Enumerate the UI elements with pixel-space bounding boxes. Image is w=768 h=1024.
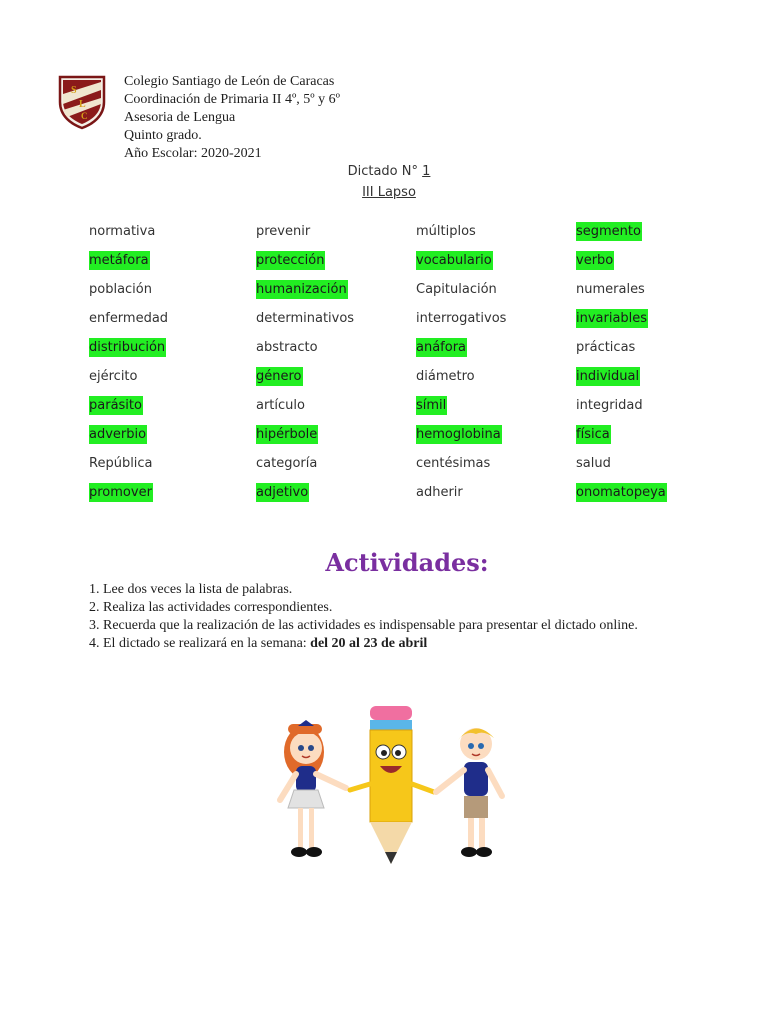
dictado-number: 1 xyxy=(422,164,431,179)
school-crest-logo xyxy=(57,74,107,130)
word-item: onomatopeya xyxy=(576,485,666,500)
activity-item: 2. Realiza las actividades correspondientes. xyxy=(89,600,333,615)
word-item: interrogativos xyxy=(416,311,507,326)
activity-date-range: del 20 al 23 de abril xyxy=(310,636,428,651)
lapso-title xyxy=(0,185,768,200)
word-item: integridad xyxy=(576,398,643,413)
advisory-line: Asesoria de Lengua xyxy=(124,110,236,125)
grade-line: Quinto grado. xyxy=(124,128,202,143)
word-item: protección xyxy=(256,253,325,268)
crest-letter-s: S xyxy=(71,85,77,96)
word-item: anáfora xyxy=(416,340,467,355)
word-item: invariables xyxy=(576,311,648,326)
word-item: artículo xyxy=(256,398,305,413)
word-item: centésimas xyxy=(416,456,491,471)
dictado-title xyxy=(0,164,768,179)
word-item: parásito xyxy=(89,398,142,413)
word-item: metáfora xyxy=(89,253,149,268)
school-name: Colegio Santiago de León de Caracas xyxy=(124,74,335,89)
word-item: promover xyxy=(89,485,152,500)
word-item: República xyxy=(89,456,153,471)
crest-letter-l: L xyxy=(79,99,86,110)
activities-title: Actividades: xyxy=(325,548,489,577)
school-year-line: Año Escolar: 2020-2021 xyxy=(124,146,262,161)
word-item: hipérbole xyxy=(256,427,318,442)
word-item: distribución xyxy=(89,340,166,355)
word-item: enfermedad xyxy=(89,311,169,326)
word-item: segmento xyxy=(576,224,641,239)
activity-date-prefix: 4. El dictado se realizará en la semana: xyxy=(89,636,311,651)
school-header xyxy=(124,73,340,163)
word-item: Capitulación xyxy=(416,282,497,297)
word-item: población xyxy=(89,282,152,297)
kids-pencil-illustration xyxy=(270,700,510,870)
word-item: determinativos xyxy=(256,311,355,326)
boy-figure xyxy=(436,728,502,857)
word-item: numerales xyxy=(576,282,645,297)
word-item: adjetivo xyxy=(256,485,309,500)
word-item: categoría xyxy=(256,456,318,471)
word-item: hemoglobina xyxy=(416,427,501,442)
word-item: género xyxy=(256,369,302,384)
word-item: adherir xyxy=(416,485,463,500)
word-item: normativa xyxy=(89,224,156,239)
word-item: prevenir xyxy=(256,224,311,239)
girl-figure xyxy=(280,720,346,857)
pencil-character xyxy=(350,706,434,864)
coordination-line: Coordinación de Primaria II 4º, 5º y 6º xyxy=(124,92,340,107)
word-item: vocabulario xyxy=(416,253,492,268)
word-item: salud xyxy=(576,456,611,471)
word-item: diámetro xyxy=(416,369,475,384)
lapso-label: III Lapso xyxy=(362,185,416,200)
word-item: símil xyxy=(416,398,447,413)
dictado-label: Dictado N° xyxy=(347,164,418,179)
activities-list xyxy=(89,581,638,653)
word-item: abstracto xyxy=(256,340,318,355)
word-item: humanización xyxy=(256,282,347,297)
word-item: múltiplos xyxy=(416,224,476,239)
word-item: prácticas xyxy=(576,340,636,355)
word-item: individual xyxy=(576,369,640,384)
crest-letter-c: C xyxy=(81,111,88,121)
word-item: ejército xyxy=(89,369,138,384)
activity-item: 3. Recuerda que la realización de las actividades es indispensable para presentar el dictado online. xyxy=(89,618,638,633)
word-item: física xyxy=(576,427,610,442)
word-item: verbo xyxy=(576,253,614,268)
word-item: adverbio xyxy=(89,427,147,442)
activity-item-date xyxy=(89,635,638,653)
activity-item: 1. Lee dos veces la lista de palabras. xyxy=(89,582,293,597)
